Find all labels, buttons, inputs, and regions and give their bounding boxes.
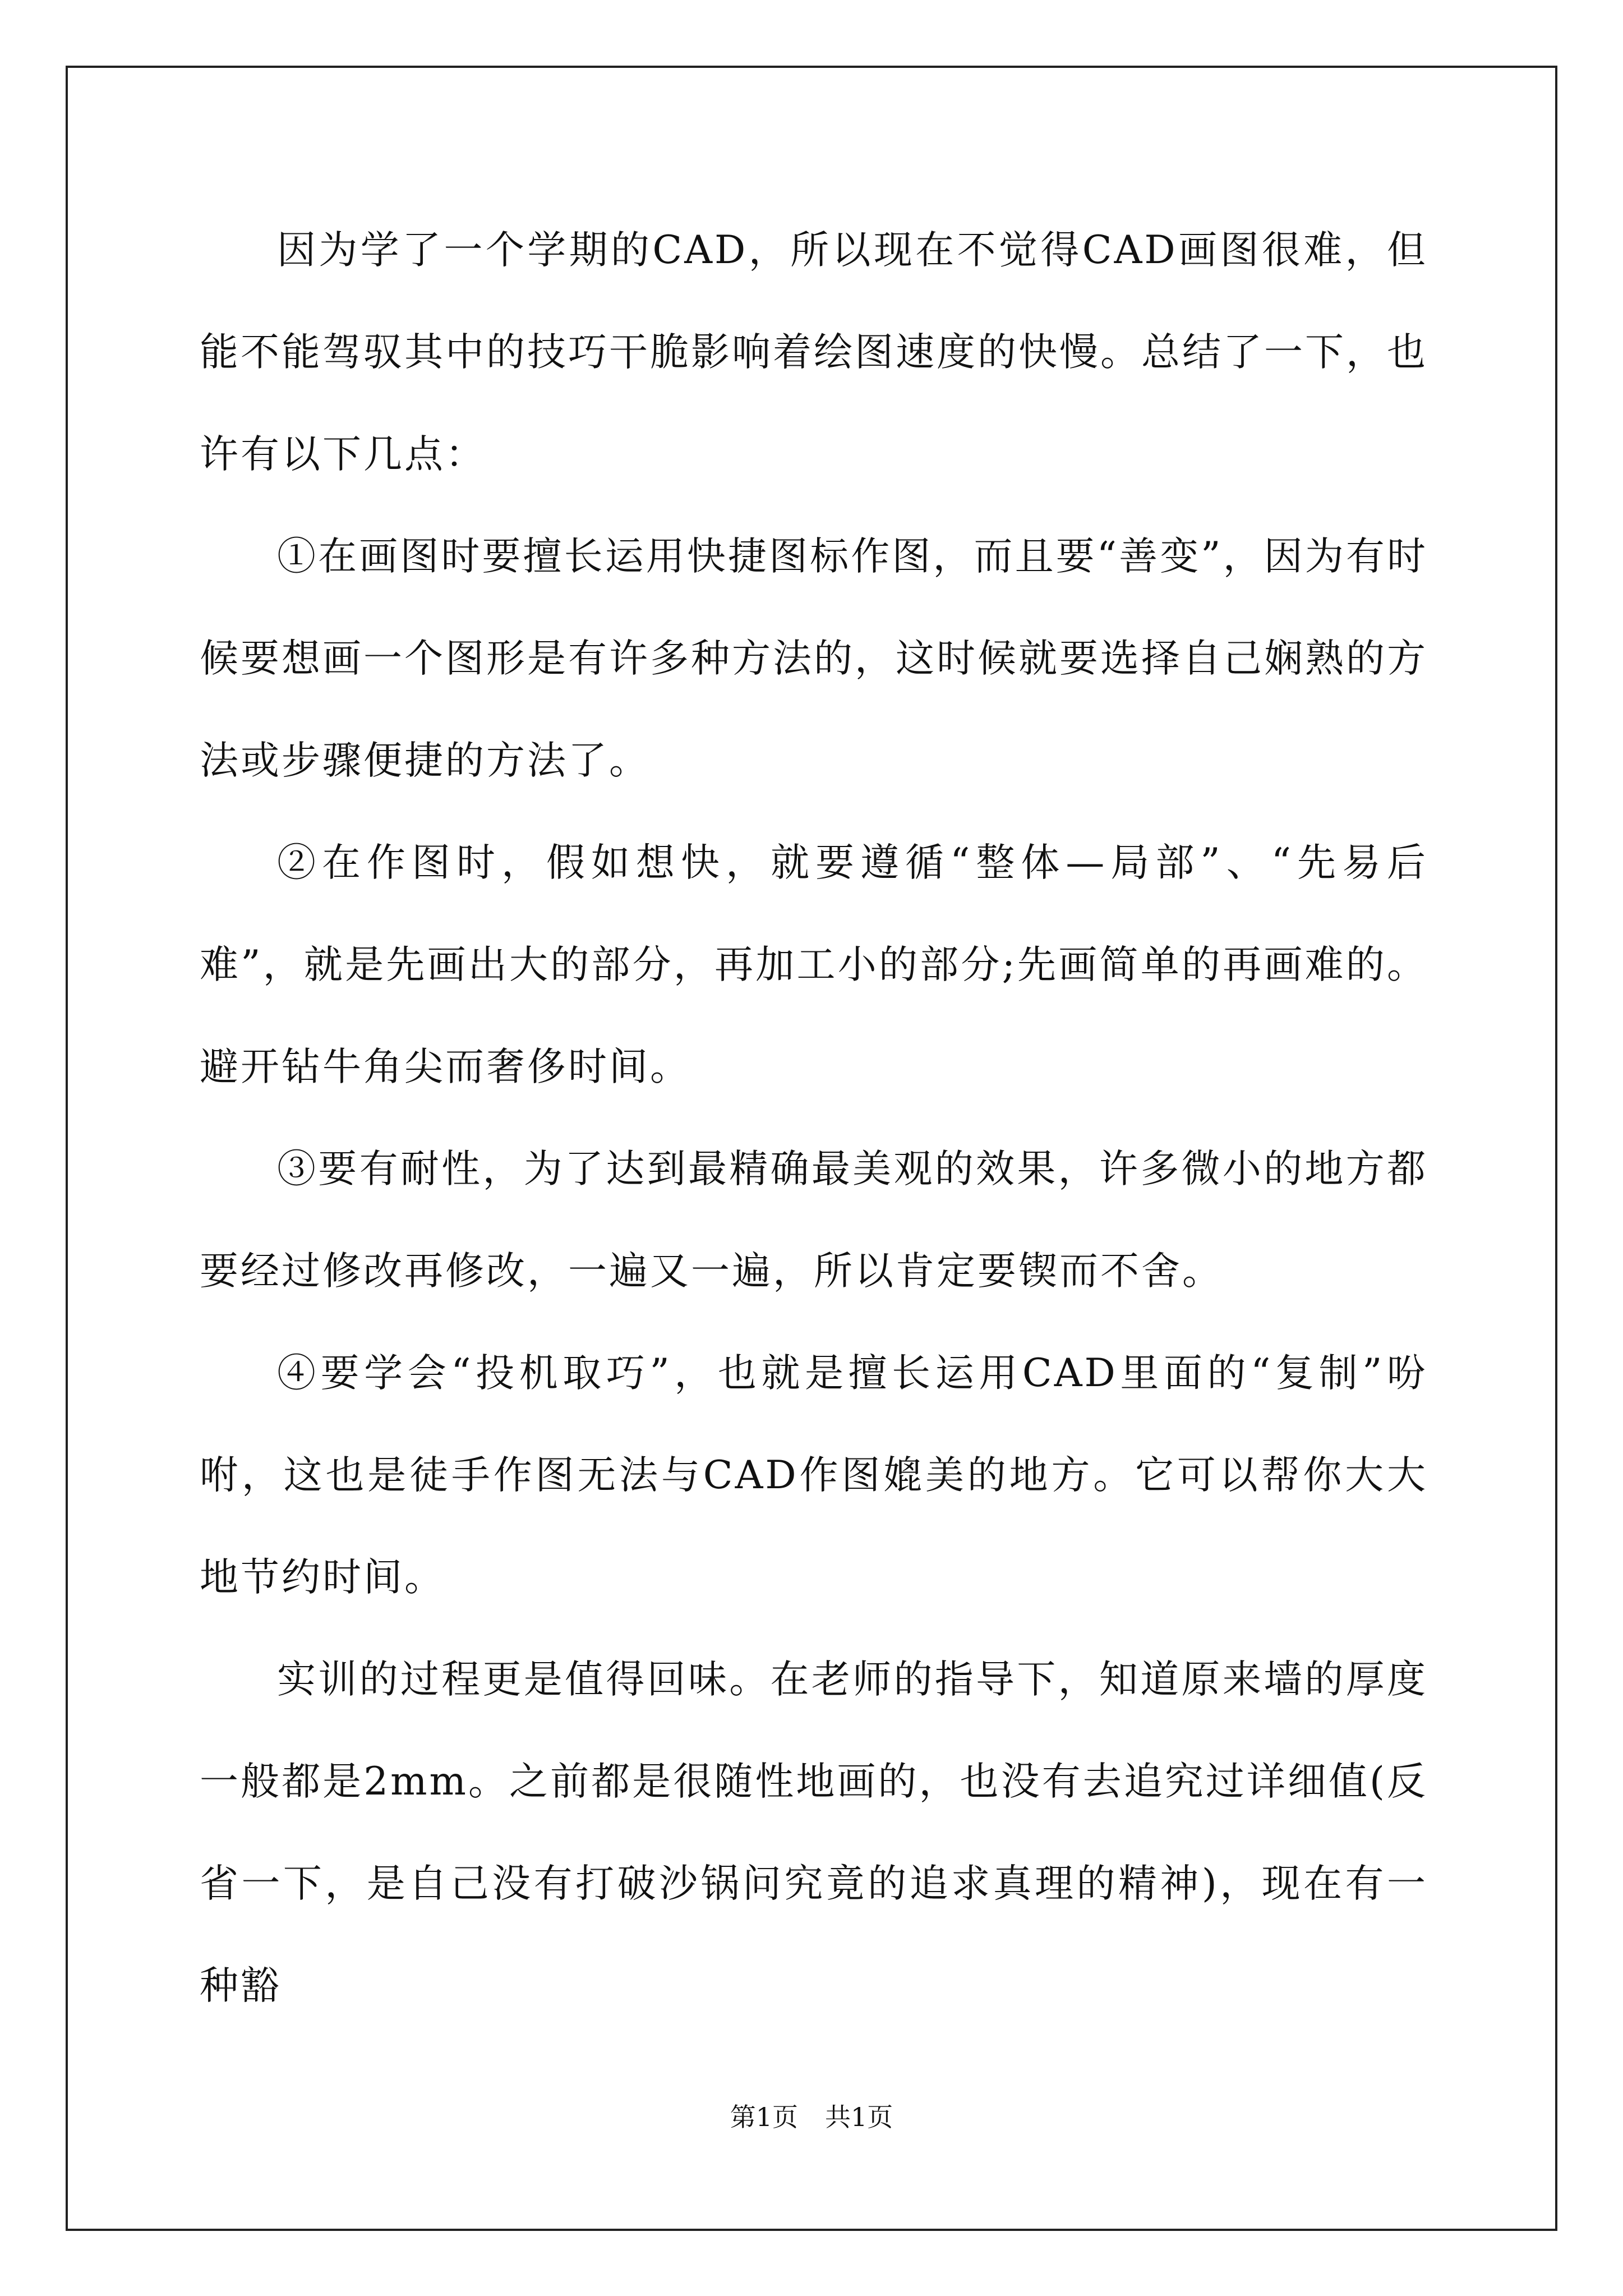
page-number: 第1页 <box>730 2102 798 2132</box>
page-footer <box>0 2097 1623 2134</box>
paragraph-training: 实训的过程更是值得回味。在老师的指导下，知道原来墙的厚度一般都是2mm。之前都是很随性地画的，也没有去追究过详细值(反省一下，是自己没有打破沙锅问究竟的追求真理的精神)，现在有一种豁 <box>200 1657 1428 2008</box>
document-body <box>200 199 1428 2037</box>
paragraph-tip-2: ②在作图时，假如想快，就要遵循“整体—局部”、“先易后难”，就是先画出大的部分，再加工小的部分;先画简单的再画难的。避开钻牛角尖而奢侈时间。 <box>200 840 1428 1089</box>
page-total: 共1页 <box>825 2102 893 2132</box>
paragraph-tip-1: ①在画图时要擅长运用快捷图标作图，而且要“善变”，因为有时候要想画一个图形是有许多种方法的，这时候就要选择自己娴熟的方法或步骤便捷的方法了。 <box>200 534 1428 783</box>
paragraph-tip-4: ④要学会“投机取巧”，也就是擅长运用CAD里面的“复制”吩咐，这也是徒手作图无法与CAD作图媲美的地方。它可以帮你大大地节约时间。 <box>200 1351 1428 1600</box>
paragraph-tip-3: ③要有耐性，为了达到最精确最美观的效果，许多微小的地方都要经过修改再修改，一遍又一遍，所以肯定要锲而不舍。 <box>200 1147 1428 1294</box>
paragraph-intro: 因为学了一个学期的CAD，所以现在不觉得CAD画图很难，但能不能驾驭其中的技巧干脆影响着绘图速度的快慢。总结了一下，也许有以下几点： <box>200 228 1428 477</box>
